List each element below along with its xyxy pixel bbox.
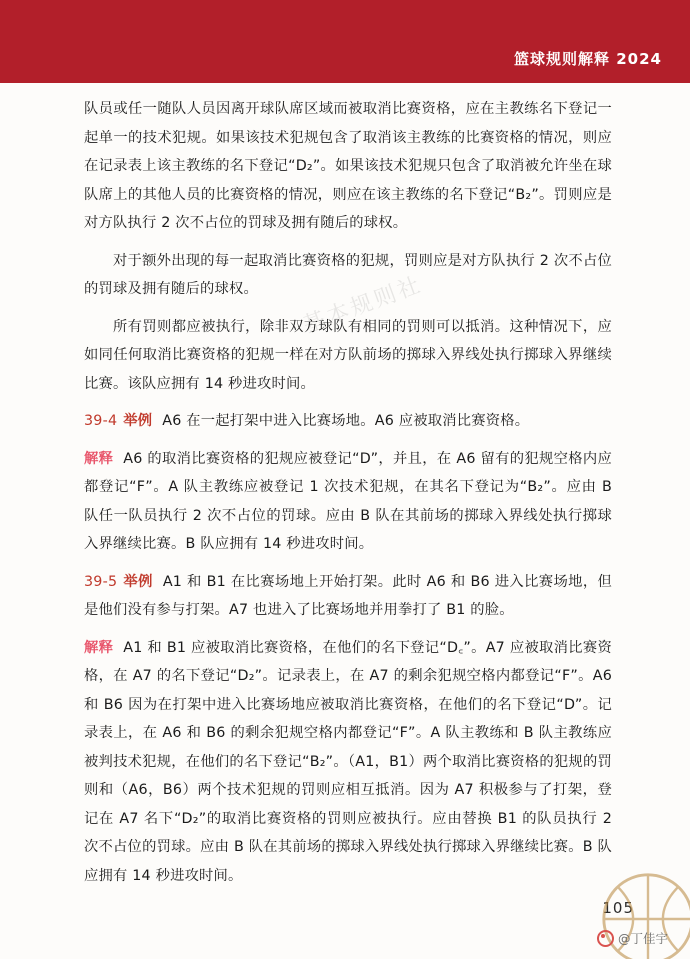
example-number: 39-4 [84, 413, 118, 429]
watermark: 基本规则社 [300, 272, 427, 339]
example-number: 39-5 [84, 573, 118, 590]
page-number: 105 [602, 899, 634, 917]
example-explanation [84, 445, 612, 559]
document-title: 篮球规则解释 2024 [514, 50, 662, 68]
page-content [84, 95, 612, 899]
explanation-label: 解释 [84, 450, 114, 467]
example-text: A6 在一起打架中进入比赛场地。A6 应被取消比赛资格。 [162, 413, 530, 429]
example-explanation [84, 634, 612, 891]
explanation-text: A1 和 B1 应被取消比赛资格，在他们的名下登记“D꜀”。A7 应被取消比赛资格，在 A7 的名下登记“D₂”。记录表上，在 A7 的剩余犯规空格内都登记“F”。A6 和 B6 因为在打架中进入比赛场地应被取消比赛资格，在他们的名下登记“D”。记录表上，在 A6 和 B6 的剩余犯规空格内都登记“F”。A 队主教练和 B 队主教练应被判技术犯规，在他们的名下登记“B₂”。（A1，B1）两个取消比赛资格的犯规的罚则和（A6，B6）两个技术犯规的罚则应相互抵消。因为 A7 积极参与了打架，登记在 A7 名下“D₂”的取消比赛资格的罚则应被执行。应由替换 B1 的队员执行 2 次不占位的罚球。应由 B 队在其前场的掷球入界线处执行掷球入界继续比赛。B 队应拥有 14 秒进攻时间。 [84, 639, 612, 884]
weibo-credit [597, 929, 668, 947]
explanation-text: A6 的取消比赛资格的犯规应被登记“D”，并且，在 A6 留有的犯规空格内应都登记“F”。A 队主教练应被登记 1 次技术犯规，在其名下登记为“B₂”。应由 B 队任一队员执行 2 次不占位的罚球。应由 B 队在其前场的掷球入界线处执行掷球入界继续比赛。B 队应拥有 14 秒进攻时间。 [84, 450, 613, 552]
explanation-label: 解释 [84, 639, 114, 656]
example-entry [84, 568, 612, 625]
example-entry [84, 407, 612, 436]
weibo-icon [597, 930, 614, 947]
example-label: 举例 [123, 413, 153, 429]
paragraph: 所有罚则都应被执行，除非双方球队有相同的罚则可以抵消。这种情况下，应如同任何取消比赛资格的犯规一样在对方队前场的掷球入界线处执行掷球入界继续比赛。该队应拥有 14 秒进攻时间。 [84, 318, 612, 392]
header-band [0, 0, 690, 83]
paragraph: 对于额外出现的每一起取消比赛资格的犯规，罚则应是对方队执行 2 次不占位的罚球及拥有随后的球权。 [84, 252, 612, 297]
example-text: A1 和 B1 在比赛场地上开始打架。此时 A6 和 B6 进入比赛场地，但是他们没有参与打架。A7 也进入了比赛场地并用拳打了 B1 的脸。 [84, 573, 612, 618]
paragraph: 队员或任一随队人员因离开球队席区域而被取消比赛资格，应在主教练名下登记一起单一的技术犯规。如果该技术犯规包含了取消该主教练的比赛资格的情况，则应在记录表上该主教练的名下登记“D₂”。如果该技术犯规只包含了取消被允许坐在球队席上的其他人员的比赛资格的情况，则应在该主教练的名下登记“B₂”。罚则应是对方队执行 2 次不占位的罚球及拥有随后的球权。 [84, 101, 612, 231]
example-label: 举例 [123, 573, 153, 590]
credit-text: @丁佳宇 [617, 931, 668, 946]
